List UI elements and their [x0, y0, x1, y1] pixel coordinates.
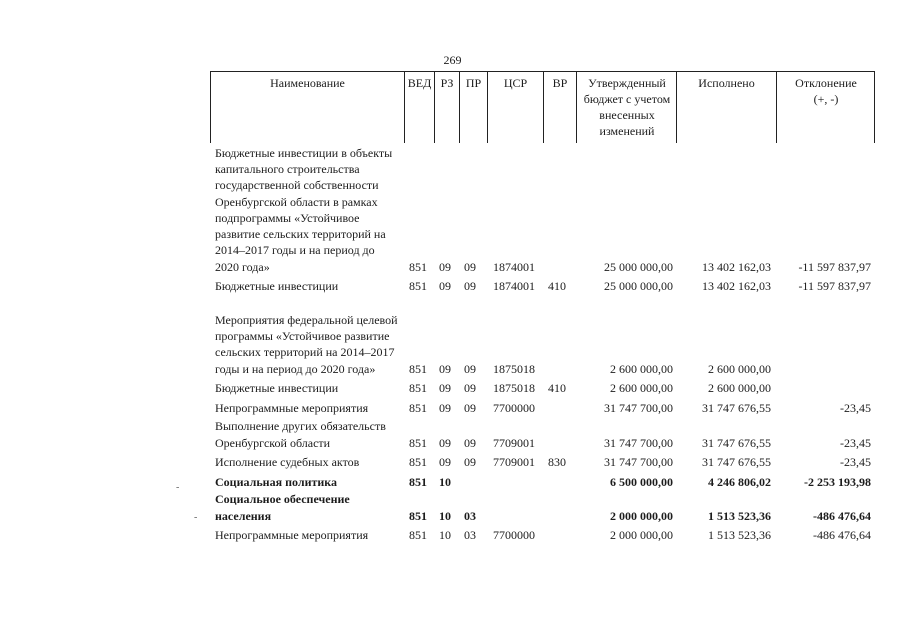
row-budget: 31 747 700,00 [604, 435, 673, 450]
row-ved: 851 [409, 400, 427, 415]
table-row [0, 525, 905, 543]
table-row [0, 472, 905, 490]
row-rz: 09 [439, 435, 451, 450]
row-name: Социальное обеспечение населения [215, 492, 350, 523]
row-name: Исполнение судебных актов [215, 454, 360, 469]
row-deviation: -486 476,64 [813, 508, 871, 523]
row-ved: 851 [409, 259, 427, 274]
row-ved: 851 [409, 361, 427, 376]
row-name: Выполнение других обязательств Оренбургской области [215, 419, 386, 450]
row-deviation: -2 253 193,98 [804, 474, 871, 489]
row-executed: 13 402 162,03 [702, 259, 771, 274]
row-pr: 09 [464, 380, 476, 395]
row-name: Непрограммные мероприятия [215, 527, 369, 542]
row-pr: 09 [464, 361, 476, 376]
row-ved: 851 [409, 278, 427, 293]
row-vr: 410 [548, 380, 566, 395]
row-executed: 13 402 162,03 [702, 278, 771, 293]
row-csr: 7700000 [493, 400, 535, 415]
row-pr: 03 [464, 508, 476, 523]
row-executed: 31 747 676,55 [702, 454, 771, 469]
row-ved: 851 [409, 474, 427, 489]
row-rz: 09 [439, 454, 451, 469]
row-name: Бюджетные инвестиции в объекты капитального строительства государственной собственности Оренбургской области в рамках подпрограммы «Устойчивое развитие сельских территорий на 2014–2017 годы и на период до 2020 года» [215, 145, 393, 274]
row-budget: 2 000 000,00 [610, 527, 673, 542]
row-executed: 1 513 523,36 [708, 508, 771, 523]
row-rz: 10 [439, 508, 451, 523]
row-executed: 31 747 676,55 [702, 435, 771, 450]
row-pr: 09 [464, 278, 476, 293]
column-divider [576, 71, 577, 143]
table-row [0, 418, 905, 451]
row-csr: 1875018 [493, 361, 535, 376]
row-name: Непрограммные мероприятия [215, 400, 369, 415]
row-csr: 7700000 [493, 527, 535, 542]
header-rz: РЗ [440, 76, 454, 90]
row-executed: 4 246 806,02 [708, 474, 771, 489]
table-row [0, 398, 905, 416]
row-ved: 851 [409, 454, 427, 469]
row-csr: 1875018 [493, 380, 535, 395]
row-name: Социальная политика [215, 474, 338, 489]
row-pr: 03 [464, 527, 476, 542]
row-pr: 09 [464, 259, 476, 274]
row-deviation: -486 476,64 [813, 527, 871, 542]
row-deviation: -11 597 837,97 [798, 278, 871, 293]
row-budget: 25 000 000,00 [604, 259, 673, 274]
header-name: Наименование [270, 76, 345, 90]
scan-speck: - [176, 482, 180, 493]
row-rz: 09 [439, 278, 451, 293]
row-budget: 6 500 000,00 [610, 474, 673, 489]
row-ved: 851 [409, 435, 427, 450]
row-rz: 10 [439, 527, 451, 542]
row-executed: 2 600 000,00 [708, 361, 771, 376]
row-pr: 09 [464, 400, 476, 415]
header-deviation: Отклонение (+, -) [795, 76, 857, 106]
row-vr: 410 [548, 278, 566, 293]
row-budget: 25 000 000,00 [604, 278, 673, 293]
row-csr: 7709001 [493, 435, 535, 450]
row-pr: 09 [464, 454, 476, 469]
row-vr: 830 [548, 454, 566, 469]
row-deviation: -23,45 [840, 435, 871, 450]
row-executed: 2 600 000,00 [708, 380, 771, 395]
row-budget: 2 600 000,00 [610, 361, 673, 376]
row-name: Бюджетные инвестиции [215, 380, 339, 395]
row-budget: 31 747 700,00 [604, 400, 673, 415]
row-budget: 2 600 000,00 [610, 380, 673, 395]
header-pr: ПР [465, 76, 482, 90]
header-executed: Исполнено [698, 76, 755, 90]
row-ved: 851 [409, 527, 427, 542]
row-deviation: -23,45 [840, 454, 871, 469]
row-name: Бюджетные инвестиции [215, 278, 339, 293]
table-row [0, 276, 905, 294]
row-ved: 851 [409, 380, 427, 395]
row-rz: 09 [439, 380, 451, 395]
row-rz: 09 [439, 361, 451, 376]
row-rz: 09 [439, 400, 451, 415]
page-number: 269 [443, 53, 462, 67]
header-ved: ВЕД [407, 76, 432, 90]
row-deviation: -23,45 [840, 400, 871, 415]
row-executed: 31 747 676,55 [702, 400, 771, 415]
table-row [0, 295, 905, 377]
column-divider [776, 71, 777, 143]
row-csr: 7709001 [493, 454, 535, 469]
row-name: Мероприятия федеральной целевой программы «Устойчивое развитие сельских территорий на 2014–2017 годы и на период до 2020 года» [215, 312, 398, 376]
header-budget: Утвержденный бюджет с учетом внесенных изменений [583, 76, 671, 138]
header-vr: ВР [552, 76, 568, 90]
row-budget: 31 747 700,00 [604, 454, 673, 469]
row-pr: 09 [464, 435, 476, 450]
table-row [0, 490, 905, 524]
row-ved: 851 [409, 508, 427, 523]
row-rz: 10 [439, 474, 451, 489]
table-row [0, 378, 905, 396]
row-csr: 1874001 [493, 278, 535, 293]
table-row [0, 452, 905, 470]
row-budget: 2 000 000,00 [610, 508, 673, 523]
row-executed: 1 513 523,36 [708, 527, 771, 542]
row-deviation: -11 597 837,97 [798, 259, 871, 274]
scan-speck: - [194, 512, 198, 523]
row-csr: 1874001 [493, 259, 535, 274]
table-row [0, 144, 905, 275]
header-csr: ЦСР [503, 76, 528, 90]
row-rz: 09 [439, 259, 451, 274]
